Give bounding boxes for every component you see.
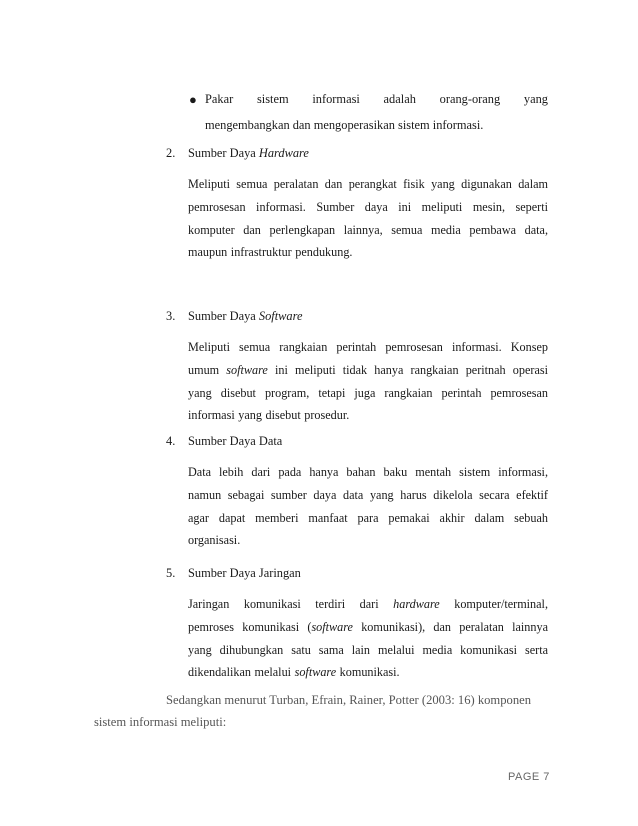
- item-number: 5.: [166, 566, 176, 580]
- text-run: pemroses komunikasi (: [188, 619, 312, 634]
- item-heading: [166, 563, 548, 583]
- body-line: yang disebut program, tetapi juga rangkaian perintah pemrosesan: [188, 385, 548, 400]
- item-title-italic: Hardware: [258, 146, 309, 160]
- text-run: dikendalikan melalui: [188, 665, 295, 680]
- page-number: PAGE 7: [508, 771, 550, 783]
- item-body: [188, 461, 548, 552]
- body-line: Data lebih dari pada hanya bahan baku mentah sistem informasi,: [188, 465, 548, 479]
- bullet-paragraph: [189, 89, 548, 135]
- body-line: [188, 359, 548, 382]
- item-body: [188, 173, 548, 264]
- body-line: namun sebagai sumber daya data yang harus dikelola secara efektif: [188, 487, 548, 502]
- body-line: Meliputi semua peralatan dan perangkat fisik yang digunakan dalam: [188, 177, 548, 191]
- item-heading: [166, 431, 548, 451]
- item-title: Sumber Daya Jaringan: [188, 566, 301, 580]
- item-number: 4.: [166, 434, 176, 448]
- body-line: maupun infrastruktur pendukung.: [188, 245, 353, 260]
- item-title: Sumber Daya Data: [188, 434, 283, 448]
- item-title-italic: Software: [258, 309, 303, 323]
- text-run: umum: [188, 362, 227, 377]
- item-body: [188, 336, 548, 427]
- closing-line-1: Sedangkan menurut Turban, Efrain, Rainer, Potter (2003: 16) komponen: [166, 693, 532, 707]
- list-item-hardware: [166, 143, 548, 264]
- body-line: agar dapat memberi manfaat para pemakai akhir dalam sebuah: [188, 510, 548, 525]
- body-line: [188, 616, 548, 639]
- italic-term: hardware: [393, 597, 440, 611]
- bullet-dot-icon: ●: [189, 92, 197, 107]
- item-heading: [166, 306, 548, 326]
- italic-term: software: [226, 362, 268, 377]
- body-line: informasi yang disebut prosedur.: [188, 408, 350, 423]
- closing-line-2: sistem informasi meliputi:: [94, 715, 227, 729]
- text-run: ini meliputi tidak hanya rangkaian peritnah operasi: [267, 362, 548, 377]
- body-line: yang dihubungkan satu sama lain melalui media komunikasi serta: [188, 642, 548, 657]
- closing-paragraph: [94, 689, 554, 733]
- list-item-network: [166, 563, 548, 684]
- body-line: [188, 661, 548, 684]
- item-number: 3.: [166, 309, 176, 323]
- bullet-line-2: mengembangkan dan mengoperasikan sistem informasi.: [205, 118, 484, 132]
- bullet-line-1: Pakar sistem informasi adalah orang-orang yang: [205, 92, 548, 106]
- italic-term: software: [294, 665, 337, 680]
- body-line: pemrosesan informasi. Sumber daya ini meliputi mesin, seperti: [188, 199, 548, 214]
- text-run: Jaringan komunikasi terdiri dari: [188, 597, 394, 611]
- body-line: Meliputi semua rangkaian perintah pemrosesan informasi. Konsep: [188, 340, 548, 354]
- item-heading: [166, 143, 548, 163]
- body-line: [188, 593, 548, 616]
- item-body: [188, 593, 548, 684]
- item-title: Sumber Daya: [188, 309, 259, 323]
- body-line: komputer dan perlengkapan lainnya, semua media pembawa data,: [188, 222, 548, 237]
- item-title: Sumber Daya: [188, 146, 259, 160]
- list-item-data: [166, 431, 548, 552]
- item-number: 2.: [166, 146, 176, 160]
- list-item-software: [166, 306, 548, 427]
- italic-term: software: [311, 619, 353, 634]
- body-line: organisasi.: [188, 533, 241, 548]
- text-run: komputer/terminal,: [439, 597, 548, 611]
- text-run: komunikasi), dan peralatan lainnya: [352, 619, 548, 634]
- text-run: komunikasi.: [336, 665, 400, 680]
